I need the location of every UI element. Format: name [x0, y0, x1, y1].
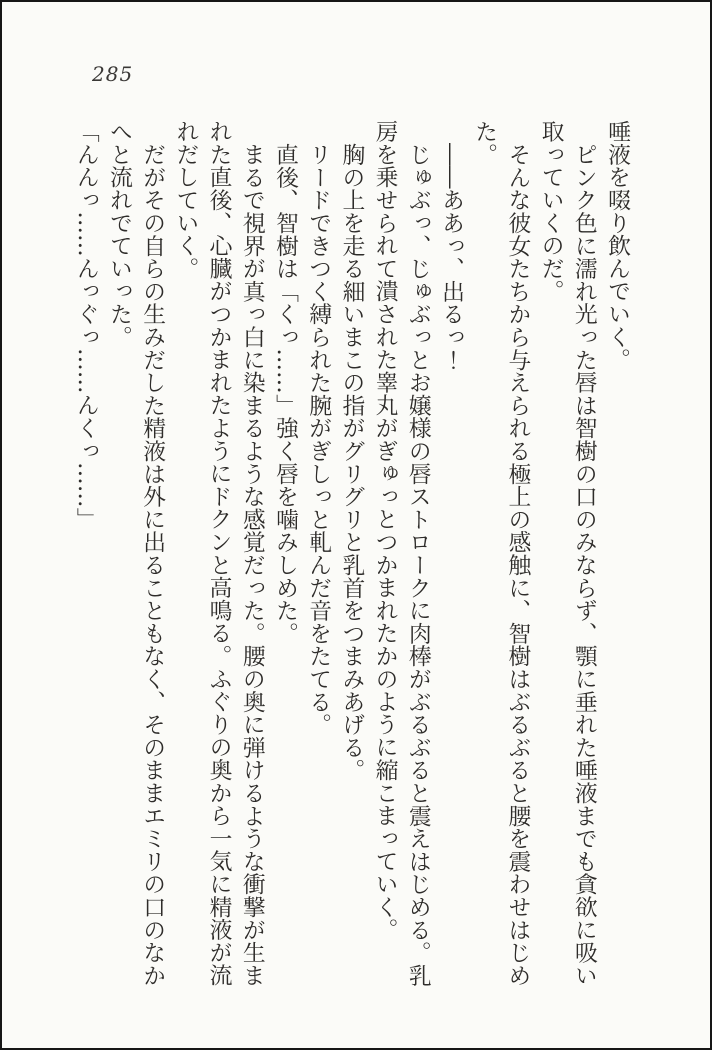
page-number: 285	[92, 62, 134, 86]
paragraph: 直後、智樹は「くっ……」強く唇を噛みしめた。	[271, 142, 298, 645]
text-body	[69, 120, 633, 990]
paragraph: じゅぶっ、じゅぶっとお嬢様の唇ストロークに肉棒がぶるぶると震えはじめる。乳房を乗せられて潰された睾丸がぎゅっとつかまれたかのように縮こまっていく。	[371, 120, 431, 987]
paragraph: まるで視界が真っ白に染まるような感覚だった。腰の奥に弾けるような衝撃が生まれた直後、心臓がつかまれたようにドクンと高鳴る。ふぐりの奥から一気に精液が流れだしていく。	[172, 120, 265, 987]
paragraph: だがその自らの生みだした精液は外に出ることもなく、そのままエミリの口のなかへと流れでていった。	[105, 120, 166, 987]
paragraph: 「んんっ……んっぐっ……んくっ……」	[72, 120, 99, 531]
paragraph: そんな彼女たちから与えられる極上の感触に、智樹はぶるぶると腰を震わせはじめた。	[471, 120, 531, 987]
paragraph: 唾液を啜り飲んでいく。	[604, 120, 630, 371]
paragraph: ――ああっ、出るっ！	[437, 142, 464, 371]
paragraph: ピンク色に濡れ光った唇は智樹の口のみならず、顎に垂れた唾液までも貪欲に吸い取っていくのだ。	[537, 120, 597, 987]
paragraph: 胸の上を走る細いまこの指がグリグリと乳首をつまみあげる。	[338, 142, 365, 782]
paragraph: リードできつく縛られた腕がぎしっと軋んだ音をたてる。	[305, 142, 332, 736]
